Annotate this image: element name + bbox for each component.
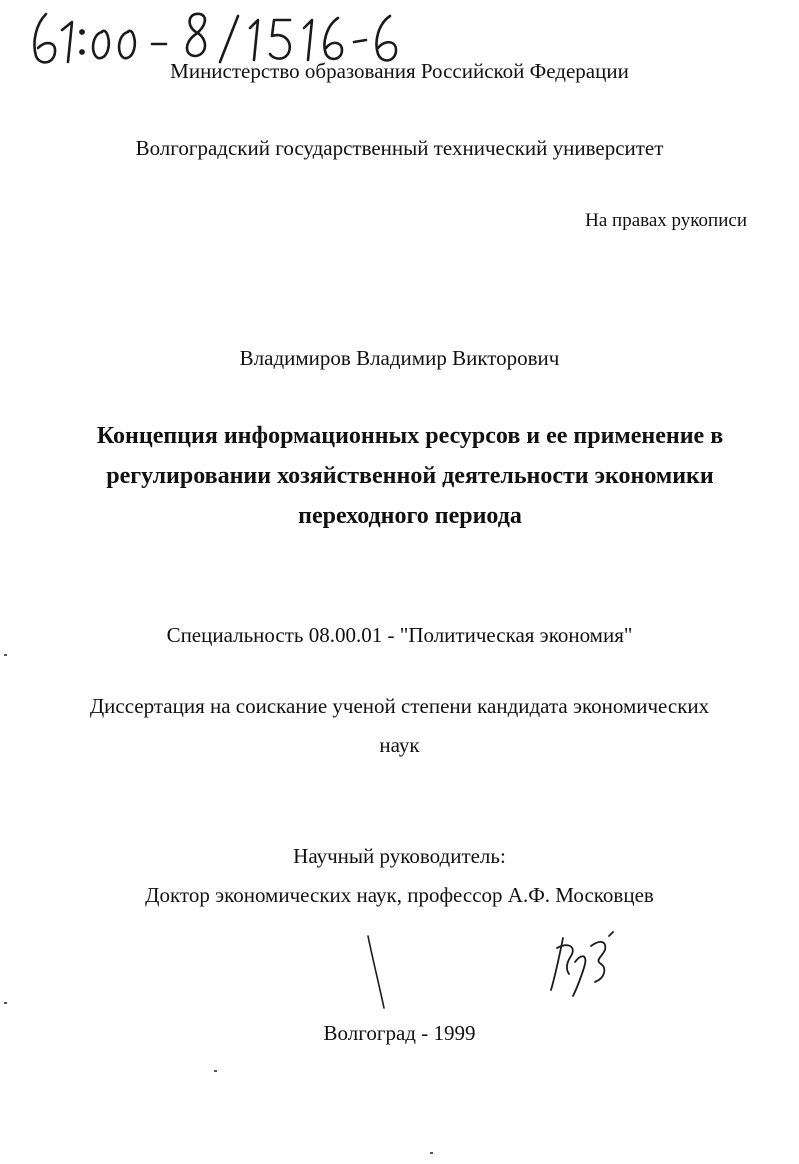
dissertation-type-line: Диссертация на соискание ученой степени кандидата экономических	[89, 694, 710, 718]
advisor-signature	[535, 928, 645, 998]
pen-stroke-mark	[358, 932, 398, 1012]
advisor-name: Доктор экономических наук, профессор А.Ф. Московцев	[145, 883, 654, 907]
title-line: Концепция информационных ресурсов и ее применение в	[96, 423, 724, 449]
dissertation-type-line: наук	[379, 733, 420, 757]
scan-speck	[4, 654, 7, 656]
dissertation-title	[40, 416, 780, 536]
scan-speck	[4, 1002, 7, 1004]
scan-speck	[214, 1070, 217, 1072]
place-and-year: Волгоград - 1999	[323, 1021, 476, 1045]
ministry-heading: Министерство образования Российской Федерации	[170, 59, 629, 83]
specialty-line: Специальность 08.00.01 - "Политическая экономия"	[166, 623, 633, 647]
manuscript-note: На правах рукописи	[585, 210, 747, 231]
title-line: переходного периода	[298, 503, 522, 529]
advisor-label: Научный руководитель:	[293, 844, 506, 868]
title-line: регулировании хозяйственной деятельности экономики	[106, 463, 714, 489]
scan-speck	[430, 1152, 433, 1154]
author-name: Владимиров Владимир Викторович	[239, 346, 560, 370]
university-name: Волгоградский государственный технический университет	[135, 136, 664, 160]
